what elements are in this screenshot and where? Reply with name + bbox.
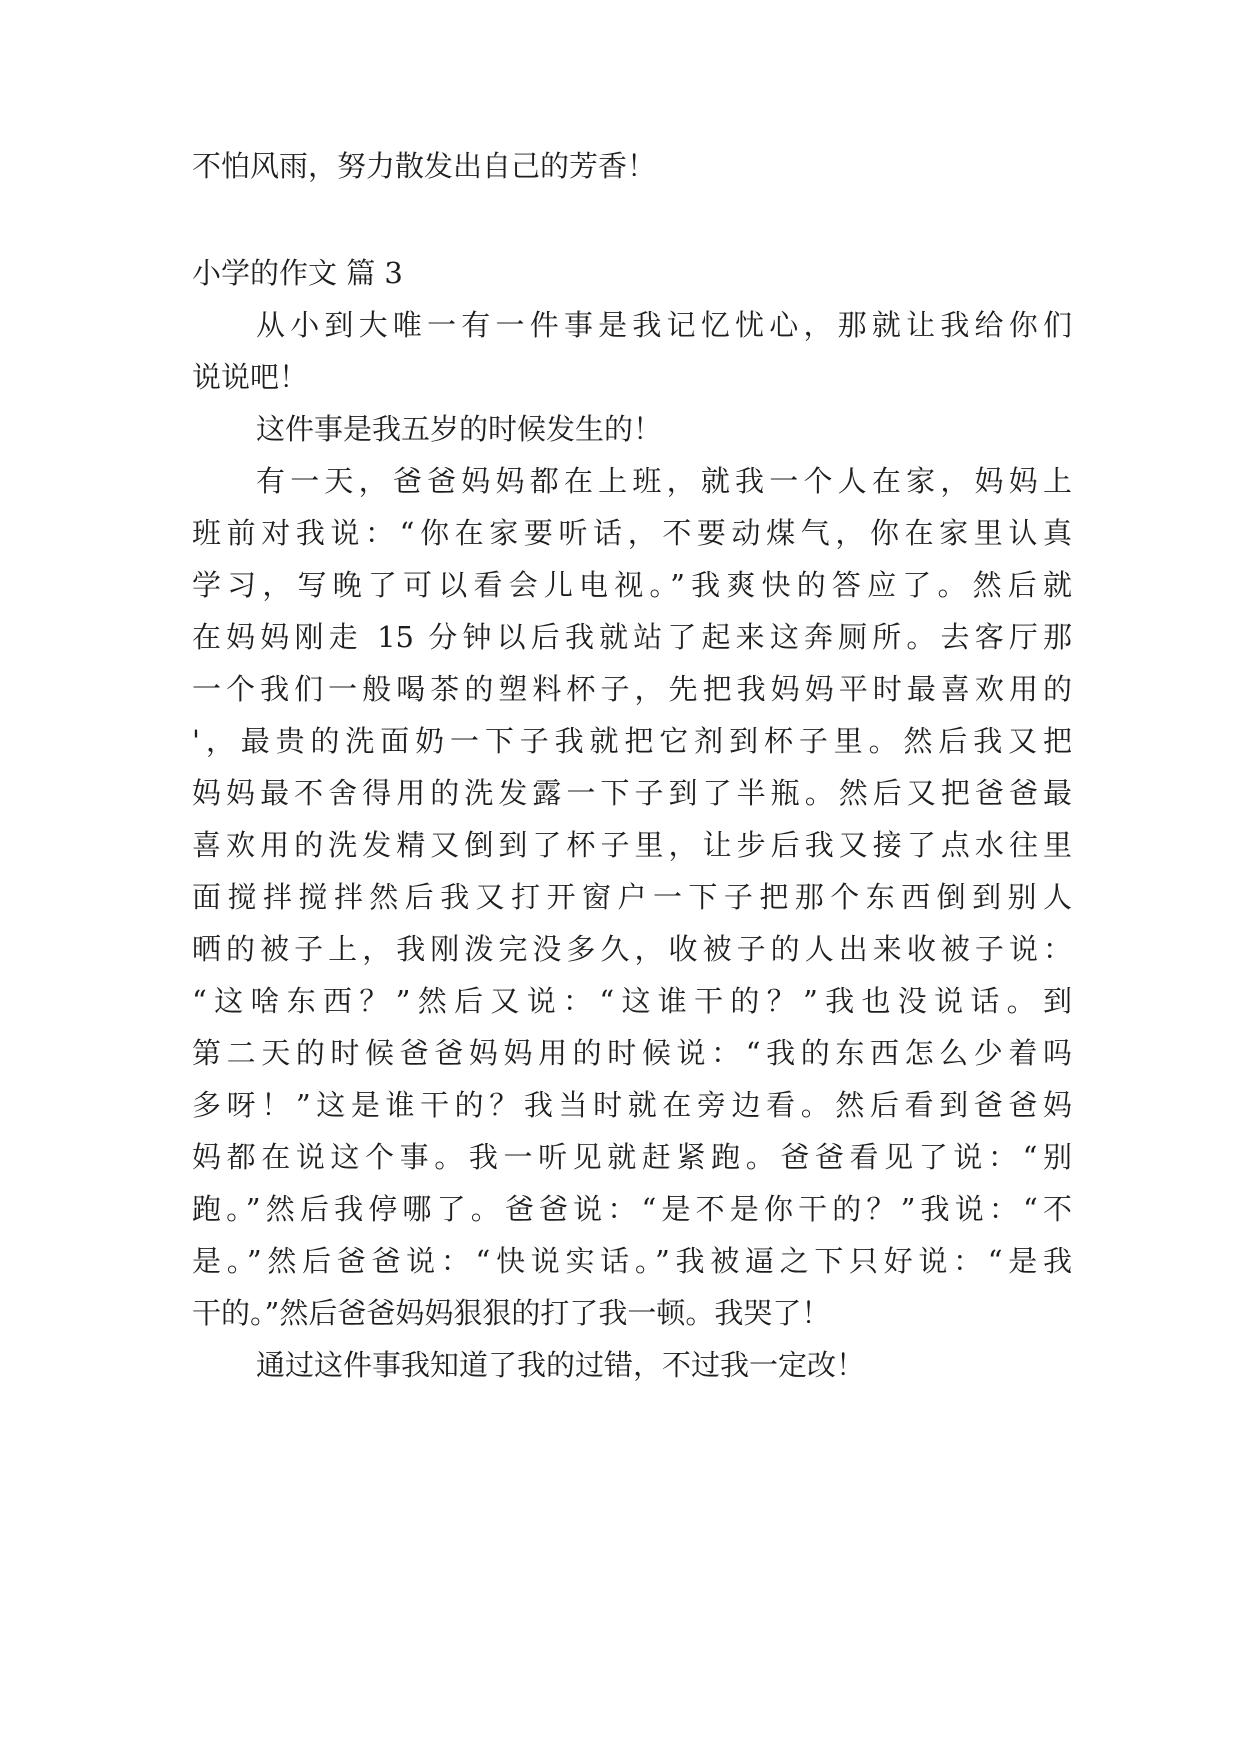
paragraph-3-line-13: 多呀！”这是谁干的？我当时就在旁边看。然后看到爸爸妈 — [192, 1088, 1072, 1122]
paragraph-3-line-9: 面搅拌搅拌然后我又打开窗户一下子把那个东西倒到别人 — [192, 880, 1072, 914]
paragraph-1-line-1: 从小到大唯一有一件事是我记忆忧心，那就让我给你们 — [256, 308, 1072, 342]
paragraph-4-line-1: 通过这件事我知道了我的过错，不过我一定改！ — [256, 1348, 866, 1382]
paragraph-3-line-8: 喜欢用的洗发精又倒到了杯子里，让步后我又接了点水往里 — [192, 828, 1072, 862]
paragraph-1-line-2: 说说吧！ — [192, 360, 309, 394]
paragraph-3-line-7: 妈妈最不舍得用的洗发露一下子到了半瓶。然后又把爸爸最 — [192, 776, 1072, 810]
paragraph-3-line-3: 学习，写晚了可以看会儿电视。”我爽快的答应了。然后就 — [192, 568, 1072, 602]
paragraph-3-line-16: 是。”然后爸爸说：“快说实话。”我被逼之下只好说：“是我 — [192, 1244, 1072, 1278]
previous-essay-ending: 不怕风雨，努力散发出自己的芳香！ — [192, 149, 657, 183]
paragraph-3-line-14: 妈都在说这个事。我一听见就赶紧跑。爸爸看见了说：“别 — [192, 1140, 1072, 1174]
paragraph-3-line-5: 一个我们一般喝茶的塑料杯子，先把我妈妈平时最喜欢用的 — [192, 672, 1072, 706]
paragraph-3-line-11: “这啥东西？”然后又说：“这谁干的？”我也没说话。到 — [192, 984, 1072, 1018]
paragraph-3-line-2: 班前对我说：“你在家要听话，不要动煤气，你在家里认真 — [192, 516, 1072, 550]
paragraph-3-line-12: 第二天的时候爸爸妈妈用的时候说：“我的东西怎么少着吗 — [192, 1036, 1072, 1070]
paragraph-3-line-4: 在妈妈刚走 15 分钟以后我就站了起来这奔厕所。去客厅那 — [192, 620, 1072, 654]
paragraph-3-line-6: '，最贵的洗面奶一下子我就把它剂到杯子里。然后我又把 — [192, 724, 1072, 758]
paragraph-3-line-1: 有一天，爸爸妈妈都在上班，就我一个人在家，妈妈上 — [256, 464, 1072, 498]
paragraph-3-line-17: 干的。”然后爸爸妈妈狠狠的打了我一顿。我哭了！ — [192, 1296, 831, 1330]
paragraph-2-line-1: 这件事是我五岁的时候发生的！ — [256, 412, 663, 446]
essay-title: 小学的作文 篇 3 — [192, 256, 403, 290]
paragraph-3-line-10: 晒的被子上，我刚泼完没多久，收被子的人出来收被子说： — [192, 932, 1072, 966]
paragraph-3-line-15: 跑。”然后我停哪了。爸爸说：“是不是你干的？”我说：“不 — [192, 1192, 1072, 1226]
